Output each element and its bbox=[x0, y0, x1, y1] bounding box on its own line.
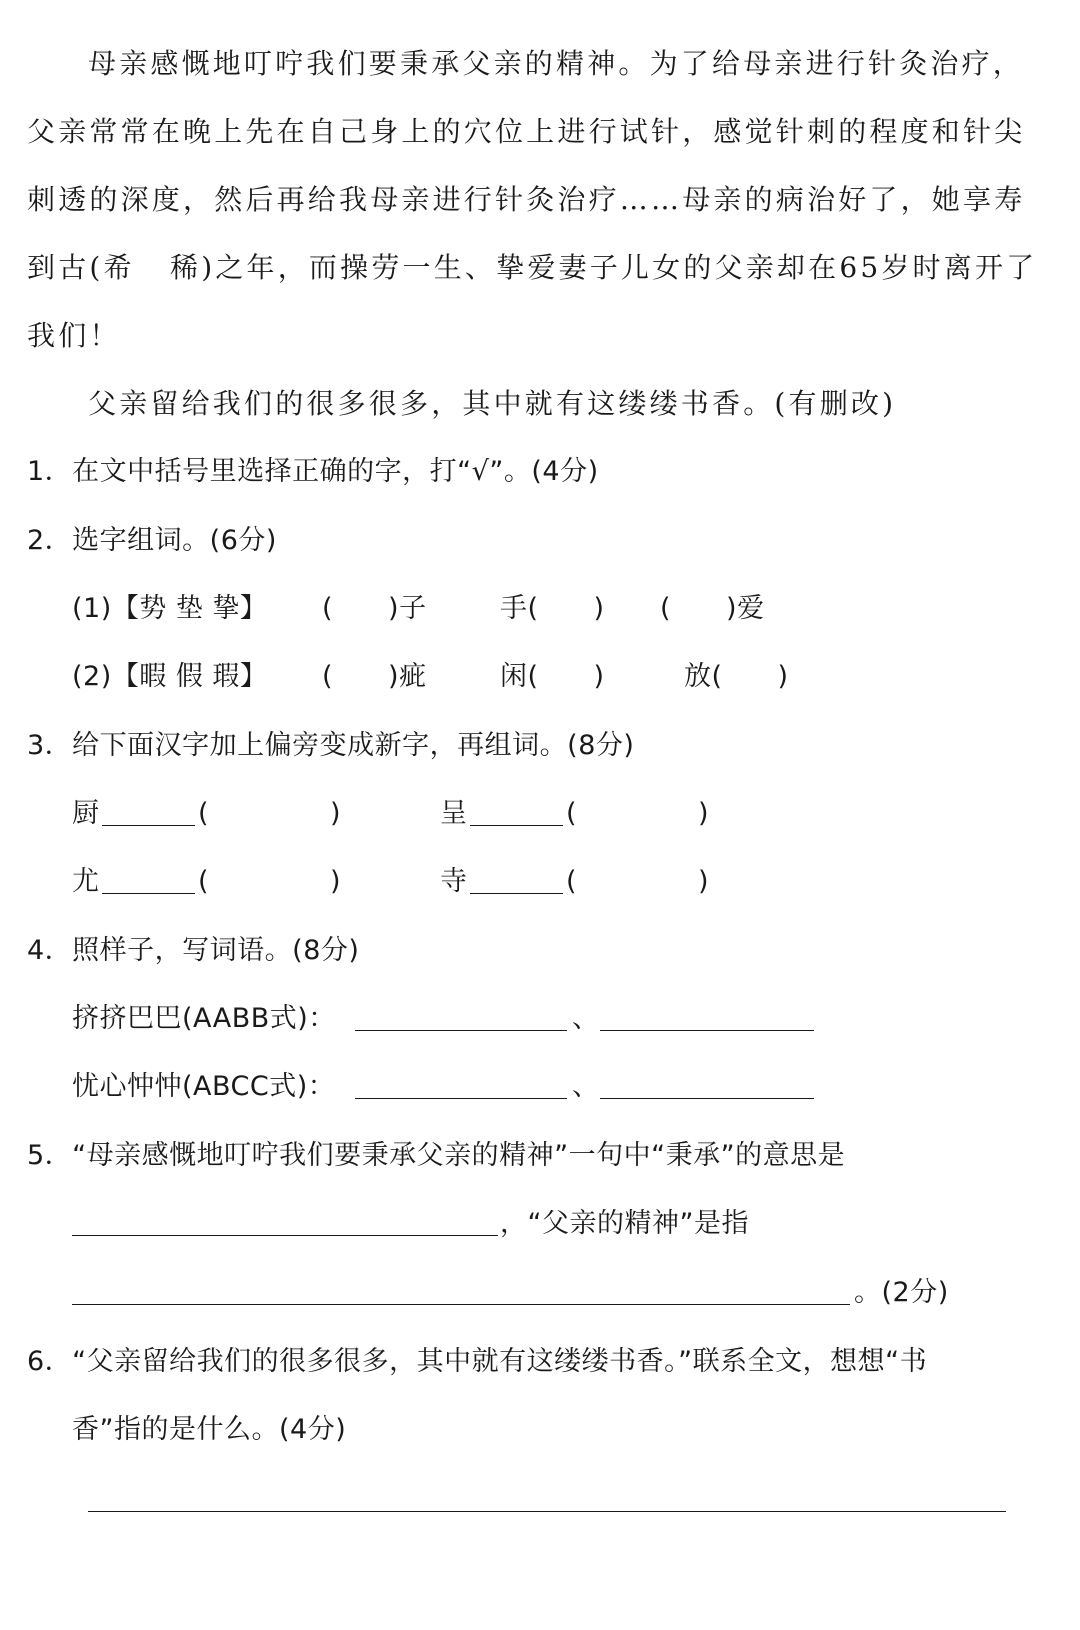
q3-blank[interactable] bbox=[470, 893, 563, 894]
passage-text: 到古(希 bbox=[27, 251, 135, 284]
q4-blank[interactable] bbox=[600, 1030, 814, 1031]
q3-paren-open: ( bbox=[198, 866, 210, 897]
q4-blank[interactable] bbox=[355, 1098, 567, 1099]
q3-char: 尤 bbox=[72, 866, 100, 897]
q6-answer-line[interactable] bbox=[88, 1511, 1006, 1512]
q5-row-2 bbox=[72, 1273, 972, 1313]
q3-blank[interactable] bbox=[470, 825, 563, 826]
q2-answer-box[interactable]: ( )子 bbox=[322, 593, 427, 624]
passage-line: 母亲感慨地叮咛我们要秉承父亲的精神。为了给母亲进行针灸治疗， bbox=[88, 47, 1025, 80]
passage-line: 刺透的深度，然后再给我母亲进行针灸治疗……母亲的病治好了，她享寿 bbox=[27, 183, 1026, 216]
q3-blank[interactable] bbox=[102, 893, 195, 894]
q3-paren-close: ) bbox=[698, 866, 710, 897]
q4-blank[interactable] bbox=[600, 1098, 814, 1099]
q2-answer-box[interactable]: 手( ) bbox=[500, 593, 605, 624]
question-5: 5．“母亲感慨地叮咛我们要秉承父亲的精神”一句中“秉承”的意思是 bbox=[27, 1140, 846, 1171]
q3-row-1 bbox=[72, 794, 772, 834]
q4-example: 忧心忡忡(ABCC式)： bbox=[72, 1071, 336, 1102]
q5-mid-text: ，“父亲的精神”是指 bbox=[500, 1208, 749, 1239]
q3-row-2 bbox=[72, 862, 772, 902]
q2-row-1 bbox=[72, 589, 872, 629]
q5-score: 。(2分) bbox=[854, 1277, 949, 1308]
passage-line: 我们！ bbox=[27, 319, 121, 352]
question-3: 3．给下面汉字加上偏旁变成新字，再组词。(8分) bbox=[27, 730, 635, 761]
q3-paren-close: ) bbox=[698, 798, 710, 829]
q3-paren-open: ( bbox=[566, 866, 578, 897]
passage-line: 父亲留给我们的很多很多，其中就有这缕缕书香。(有删改) bbox=[88, 387, 897, 420]
q2-answer-box[interactable]: 闲( ) bbox=[500, 661, 605, 692]
q3-paren-close: ) bbox=[330, 798, 342, 829]
q4-row-1 bbox=[72, 999, 852, 1039]
passage-text: 稀)之年，而操劳一生、挚爱妻子儿女的父亲却在65岁时离开了 bbox=[170, 251, 1038, 284]
q4-example: 挤挤巴巴(AABB式)： bbox=[72, 1003, 336, 1034]
q6-continuation: 香”指的是什么。(4分) bbox=[72, 1414, 347, 1445]
q3-paren-open: ( bbox=[566, 798, 578, 829]
q5-row-1 bbox=[72, 1204, 832, 1244]
q3-char: 寺 bbox=[440, 866, 468, 897]
question-4: 4．照样子，写词语。(8分) bbox=[27, 935, 360, 966]
q2-choices: (1)【势 垫 挚】 bbox=[72, 593, 268, 624]
q2-row-2 bbox=[72, 657, 872, 697]
q2-answer-box[interactable]: ( )疵 bbox=[322, 661, 427, 692]
question-2: 2．选字组词。(6分) bbox=[27, 525, 277, 556]
q2-answer-box[interactable]: ( )爱 bbox=[660, 593, 765, 624]
passage-line: 父亲常常在晚上先在自己身上的穴位上进行试针，感觉针刺的程度和针尖 bbox=[27, 115, 1026, 148]
q3-paren-open: ( bbox=[198, 798, 210, 829]
q2-choices: (2)【暇 假 瑕】 bbox=[72, 661, 268, 692]
q4-separator: 、 bbox=[572, 1071, 600, 1102]
q3-char: 呈 bbox=[440, 798, 468, 829]
q5-blank[interactable] bbox=[72, 1235, 498, 1236]
q2-answer-box[interactable]: 放( ) bbox=[684, 661, 789, 692]
q3-paren-close: ) bbox=[330, 866, 342, 897]
q4-row-2 bbox=[72, 1067, 852, 1107]
q5-blank[interactable] bbox=[72, 1304, 850, 1305]
passage-line bbox=[27, 248, 1038, 288]
q3-char: 厨 bbox=[72, 798, 100, 829]
question-1: 1．在文中括号里选择正确的字，打“√”。(4分) bbox=[27, 456, 599, 487]
q3-blank[interactable] bbox=[102, 825, 195, 826]
question-6: 6．“父亲留给我们的很多很多，其中就有这缕缕书香。”联系全文，想想“书 bbox=[27, 1346, 928, 1377]
q4-blank[interactable] bbox=[355, 1030, 567, 1031]
q4-separator: 、 bbox=[572, 1003, 600, 1034]
